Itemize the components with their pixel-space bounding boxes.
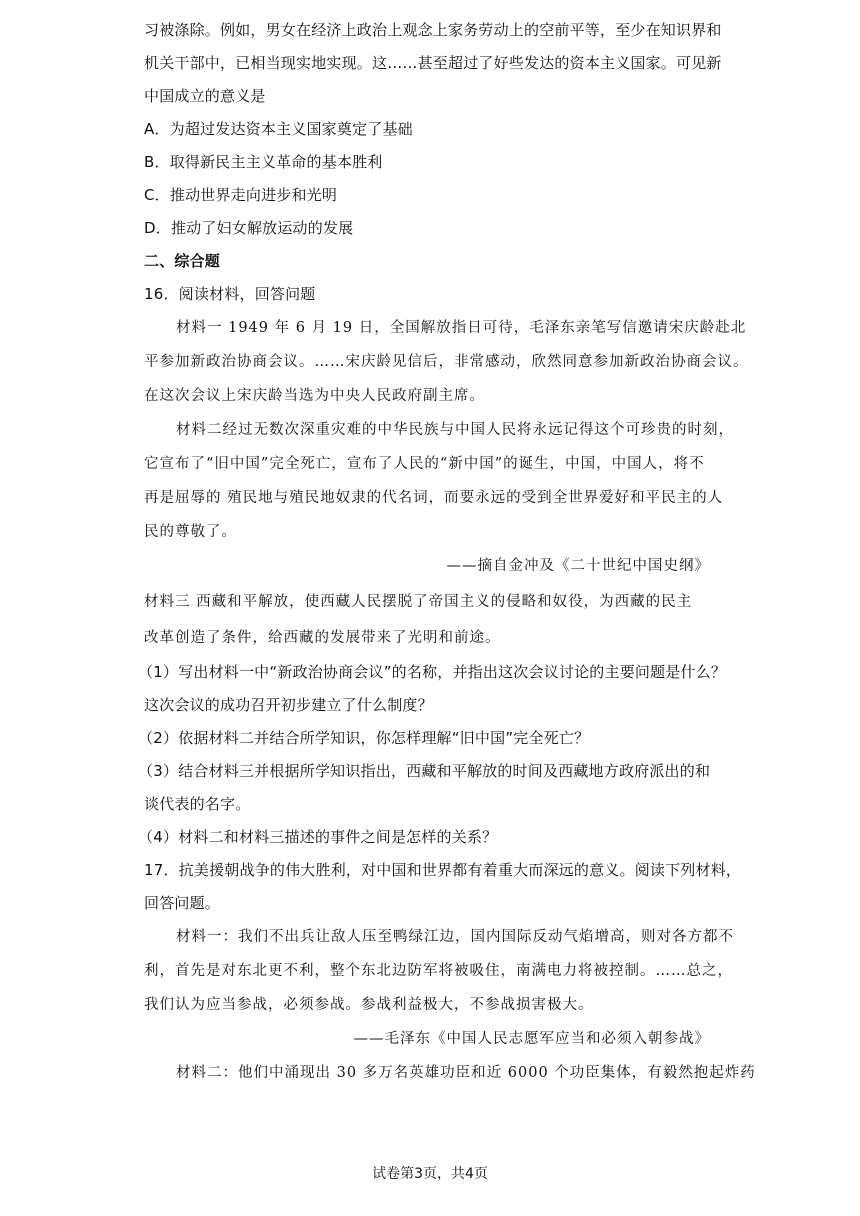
q16-question-1-line-1: （1）写出材料一中“新政治协商会议”的名称，并指出这次会议讨论的主要问题是什么？ — [138, 663, 727, 681]
q17-material-1-line-3: 我们认为应当参战，必须参战。参战利益极大，不参战损害极大。 — [144, 997, 594, 1013]
q16-material-2-source: ——摘自金冲及《二十世纪中国史纲》 — [446, 558, 710, 574]
q15-stem-line-2: 机关干部中，已相当现实地实现。这……甚至超过了好些发达的资本主义国家。可见新 — [144, 54, 722, 72]
section-title: 二、综合题 — [144, 252, 221, 270]
q16-material-2-line-1: 材料二经过无数次深重灾难的中华民族与中国人民将永远记得这个可珍贵的时刻， — [176, 422, 734, 438]
q17-material-2-line-1: 材料二：他们中涌现出 30 多万名英雄功臣和近 6000 个功臣集体，有毅然抱起炸药 — [176, 1065, 756, 1081]
q15-option-d: D．推动了妇女解放运动的发展 — [144, 219, 354, 237]
q17-material-1-line-2: 利，首先是对东北更不利，整个东北边防军将被吸住，南满电力将被控制。……总之， — [144, 963, 733, 979]
q16-stem: 16．阅读材料，回答问题 — [144, 285, 316, 303]
q16-material-3-line-2: 改革创造了条件，给西藏的发展带来了光明和前途。 — [144, 630, 501, 646]
q16-question-3-line-2: 谈代表的名字。 — [144, 795, 251, 813]
q16-material-2-line-4: 民的尊敬了。 — [144, 524, 237, 540]
q15-option-a: A．为超过发达资本主义国家奠定了基础 — [144, 120, 413, 138]
page-footer: 试卷第3页，共4页 — [372, 1166, 488, 1182]
q16-question-3-line-1: （3）结合材料三并根据所学知识指出，西藏和平解放的时间及西藏地方政府派出的和 — [138, 762, 711, 780]
q16-material-1-line-1: 材料一 1949 年 6 月 19 日，全国解放指日可待，毛泽东亲笔写信邀请宋庆龄赴北 — [176, 320, 747, 336]
q16-material-1-line-2: 平参加新政治协商会议。……宋庆龄见信后，非常感动，欣然同意参加新政治协商会议。 — [144, 354, 749, 370]
q17-stem-line-1: 17．抗美援朝战争的伟大胜利，对中国和世界都有着重大而深远的意义。阅读下列材料， — [144, 861, 742, 879]
q17-material-1-source: ——毛泽东《中国人民志愿军应当和必须入朝参战》 — [353, 1031, 710, 1047]
q15-option-b: B．取得新民主主义革命的基本胜利 — [144, 153, 383, 171]
q16-question-1-line-2: 这次会议的成功召开初步建立了什么制度？ — [144, 696, 433, 714]
q15-stem-line-3: 中国成立的意义是 — [144, 87, 266, 105]
q15-option-c: C．推动世界走向进步和光明 — [144, 186, 338, 204]
q16-question-4: （4）材料二和材料三描述的事件之间是怎样的关系？ — [138, 828, 498, 846]
q16-material-2-line-3: 再是屈辱的 殖民地与殖民地奴隶的代名词，而要永远的受到全世界爱好和平民主的人 — [144, 490, 724, 506]
q15-stem-line-1: 习被涤除。例如，男女在经济上政治上观念上家务劳动上的空前平等，至少在知识界和 — [144, 21, 722, 39]
q16-material-2-line-2: 它宣布了“旧中国”完全死亡，宣布了人民的“新中国”的诞生，中国，中国人，将不 — [144, 456, 705, 472]
q17-material-1-line-1: 材料一：我们不出兵让敌人压至鸭绿江边，国内国际反动气焰增高，则对各方都不 — [176, 929, 734, 945]
q16-material-3-line-1: 材料三 西藏和平解放，使西藏人民摆脱了帝国主义的侵略和奴役，为西藏的民主 — [144, 594, 693, 610]
q16-material-1-line-3: 在这次会议上宋庆龄当选为中央人民政府副主席。 — [144, 388, 485, 404]
q17-stem-line-2: 回答问题。 — [144, 894, 221, 912]
q16-question-2: （2）依据材料二并结合所学知识，你怎样理解“旧中国”完全死亡？ — [138, 729, 590, 747]
